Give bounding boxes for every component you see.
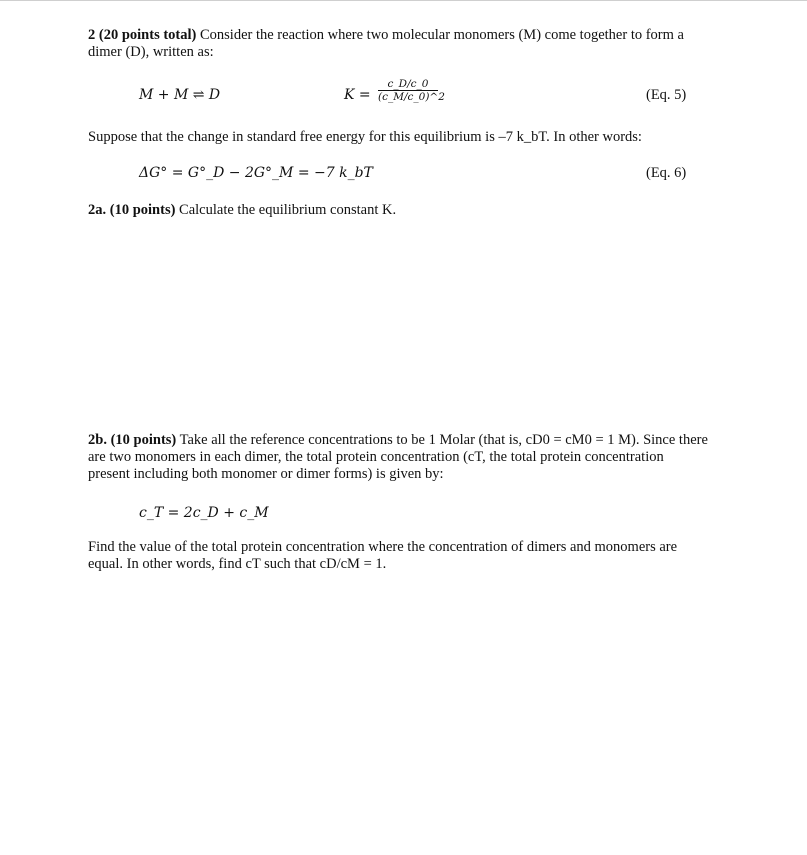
q2b-points: (10 points): [110, 432, 177, 448]
page-top-border: [0, 0, 807, 1]
eq5-tag: (Eq. 5): [646, 87, 687, 103]
eq5-k-lhs: K =: [344, 87, 371, 103]
q2-intro: [88, 27, 768, 61]
eq5-numerator: c_D/c_0: [378, 78, 438, 91]
q2b-line2: are two monomers in each dimer, the total protein concentration (cT, the total protein concentration: [88, 449, 664, 465]
suppose-text: Suppose that the change in standard free energy for this equilibrium is –7 k_bT. In other words:: [88, 129, 642, 145]
eq5-fraction: [378, 78, 445, 103]
q2a: [88, 202, 768, 219]
q2b-equation: c_T = 2c_D + c_M: [139, 505, 269, 521]
q2b-label: 2b.: [88, 432, 107, 448]
eq5-denominator: (c_M/c_0)^2: [378, 91, 445, 103]
q2-number: 2: [88, 27, 96, 43]
q2-line1: Consider the reaction where two molecular monomers (M) come together to form a: [199, 27, 684, 43]
q2b-find1: Find the value of the total protein concentration where the concentration of dimers and monomers are: [88, 539, 678, 555]
eq5-reaction: [139, 87, 220, 103]
q2b-line1: Take all the reference concentrations to be 1 Molar (that is, cD0 = cM0 = 1 M). Since there: [179, 432, 708, 448]
q2-points: (20 points total): [98, 27, 197, 43]
q2b-find2: equal. In other words, find cT such that cD/cM = 1.: [88, 556, 387, 572]
eq6-tag: (Eq. 6): [646, 165, 687, 181]
eq5-reaction-text: M + M ⇌ D: [139, 87, 221, 103]
q2b-find: [88, 539, 788, 573]
q2-line2: dimer (D), written as:: [88, 44, 214, 60]
q2a-text: Calculate the equilibrium constant K.: [179, 202, 397, 218]
q2b: [88, 432, 788, 483]
q2b-line3: present including both monomer or dimer forms) is given by:: [88, 466, 444, 482]
q2a-label: 2a.: [88, 202, 107, 218]
eq6-expression: ΔG° = G°_D − 2G°_M = −7 k_bT: [139, 165, 373, 181]
q2a-points: (10 points): [109, 202, 176, 218]
